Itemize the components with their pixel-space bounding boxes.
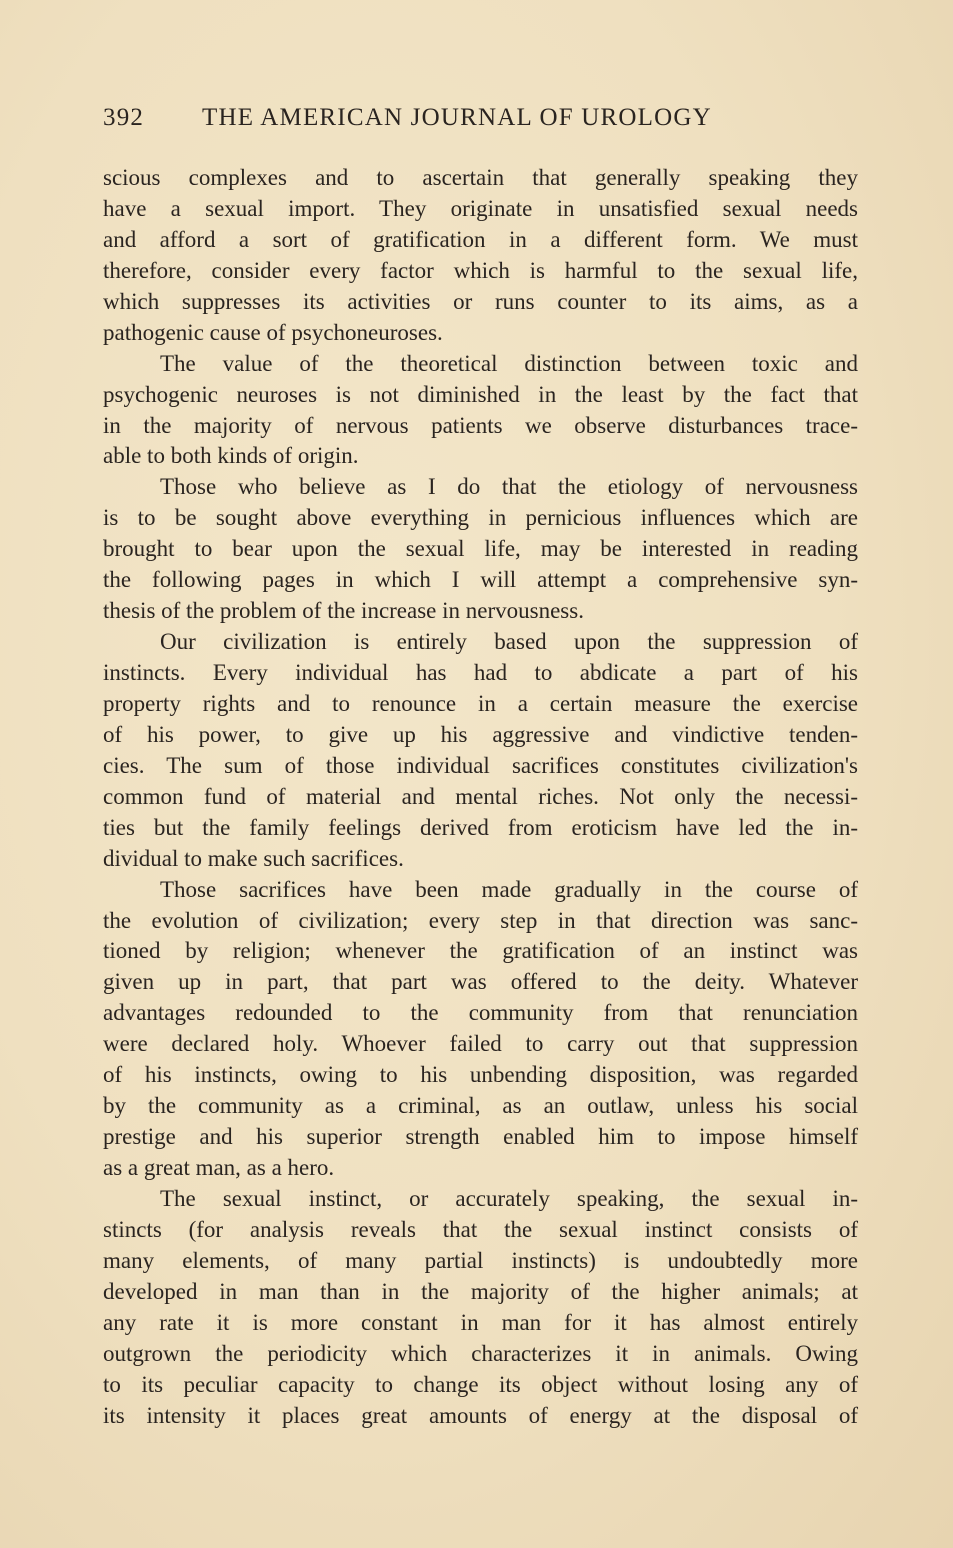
page-header	[103, 104, 823, 138]
text-line: have a sexual import. They originate in unsatisfied sexual needs	[103, 195, 858, 221]
text-line: many elements, of many partial instincts) is undoubtedly more	[103, 1247, 858, 1273]
text-line: common fund of material and mental riches. Not only the necessi-	[103, 783, 858, 809]
text-line: instincts. Every individual has had to abdicate a part of his	[103, 660, 858, 685]
text-line: scious complexes and to ascertain that generally speaking they	[103, 165, 858, 190]
text-line: any rate it is more constant in man for it has almost entirely	[103, 1309, 858, 1335]
text-line: stincts (for analysis reveals that the sexual instinct consists of	[103, 1216, 858, 1242]
text-line: The value of the theoretical distinction between toxic and	[160, 350, 858, 376]
text-line: Our civilization is entirely based upon the suppression of	[160, 629, 858, 655]
running-head: THE AMERICAN JOURNAL OF UROLOGY	[202, 104, 712, 131]
text-line: its intensity it places great amounts of energy at the disposal of	[103, 1402, 858, 1428]
text-line: which suppresses its activities or runs counter to its aims, as a	[103, 288, 858, 314]
paragraph	[103, 472, 858, 627]
text-line: to its peculiar capacity to change its object without losing any of	[103, 1371, 858, 1397]
text-line: given up in part, that part was offered to the deity. Whatever	[103, 969, 858, 995]
text-line: The sexual instinct, or accurately speaking, the sexual in-	[160, 1185, 858, 1211]
paragraph	[103, 163, 858, 349]
body-text	[103, 163, 858, 1431]
text-line: as a great man, as a hero.	[103, 1155, 335, 1180]
text-line: Those sacrifices have been made gradually in the course of	[160, 876, 858, 902]
text-line: the evolution of civilization; every step in that direction was sanc-	[103, 907, 858, 933]
text-line: outgrown the periodicity which characterizes it in animals. Owing	[103, 1340, 858, 1366]
text-line: thesis of the problem of the increase in nervousness.	[103, 598, 584, 624]
paragraph	[103, 627, 858, 875]
text-line: psychogenic neuroses is not diminished in the least by the fact that	[103, 381, 858, 407]
text-line: the following pages in which I will attempt a comprehensive syn-	[103, 567, 858, 593]
text-line: prestige and his superior strength enabled him to impose himself	[103, 1124, 858, 1150]
text-line: were declared holy. Whoever failed to carry out that suppression	[103, 1031, 858, 1057]
paragraph	[103, 1184, 858, 1432]
text-line: dividual to make such sacrifices.	[103, 845, 404, 871]
text-line: and afford a sort of gratification in a different form. We must	[103, 226, 858, 252]
paragraph	[103, 875, 858, 1184]
text-line: of his power, to give up his aggressive and vindictive tenden-	[103, 721, 858, 747]
text-line: brought to bear upon the sexual life, may be interested in reading	[103, 536, 858, 562]
text-line: developed in man than in the majority of the higher animals; at	[103, 1278, 858, 1304]
text-line: of his instincts, owing to his unbending disposition, was regarded	[103, 1062, 858, 1088]
page-number: 392	[103, 104, 145, 131]
text-line: pathogenic cause of psychoneuroses.	[103, 319, 443, 345]
text-line: able to both kinds of origin.	[103, 443, 359, 469]
text-line: cies. The sum of those individual sacrifices constitutes civilization's	[103, 752, 858, 778]
paragraph	[103, 349, 858, 473]
text-line: is to be sought above everything in pernicious influences which are	[103, 505, 858, 531]
text-line: Those who believe as I do that the etiology of nervousness	[160, 474, 858, 500]
text-line: by the community as a criminal, as an outlaw, unless his social	[103, 1093, 858, 1119]
text-line: tioned by religion; whenever the gratification of an instinct was	[103, 938, 858, 964]
text-line: therefore, consider every factor which is harmful to the sexual life,	[103, 257, 858, 283]
text-line: in the majority of nervous patients we observe disturbances trace-	[103, 412, 858, 438]
text-line: property rights and to renounce in a certain measure the exercise	[103, 690, 858, 716]
text-line: ties but the family feelings derived from eroticism have led the in-	[103, 814, 858, 840]
text-line: advantages redounded to the community from that renunciation	[103, 1000, 858, 1026]
